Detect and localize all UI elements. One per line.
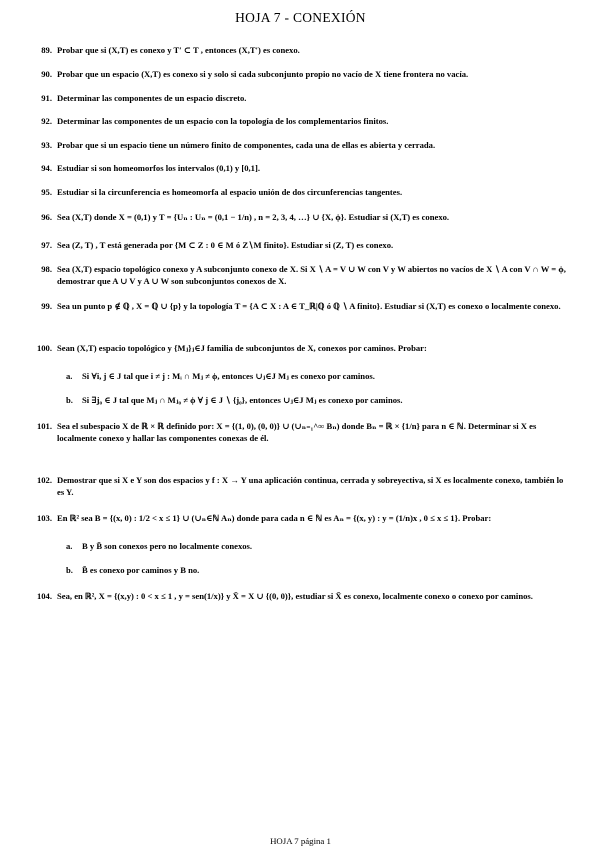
exercise-text: Probar que un espacio (X,T) es conexo si y solo si cada subconjunto propio no vacío de X tiene frontera no vacía. xyxy=(57,69,469,79)
page-title: HOJA 7 - CONEXIÓN xyxy=(235,10,366,25)
exercise-text: Probar que si (X,T) es conexo y T′ ⊂ T , entonces (X,T′) es conexo. xyxy=(57,45,300,55)
exercise-text: En ℝ² sea B = {(x, 0) : 1/2 < x ≤ 1} ∪ (∪ₙ∈ℕ Aₙ) donde para cada n ∈ ℕ es Aₙ = {(x, y) : y = (1/n)x , 0 ≤ x ≤ 1}. Probar: xyxy=(57,513,492,523)
exercise-number: 99. xyxy=(41,301,52,311)
part-label: a. xyxy=(66,541,73,551)
exercise-number: 103. xyxy=(36,513,52,523)
page-footer: HOJA 7 página 1 xyxy=(270,836,331,846)
exercise-number: 93. xyxy=(41,140,52,150)
exercise-number: 90. xyxy=(41,69,52,79)
part-label: b. xyxy=(66,565,73,575)
exercise-103-part-a xyxy=(66,541,566,553)
exercise-number: 94. xyxy=(41,163,52,173)
exercise-103-part-b xyxy=(66,565,566,577)
exercise-text: Demostrar que si X e Y son dos espacios y f : X → Y una aplicación continua, cerrada y sobreyectiva, si X es localmente conexo, también lo es Y. xyxy=(57,475,564,497)
exercise-text: Sea el subespacio X de ℝ × ℝ definido por: X = {(1, 0), (0, 0)} ∪ (∪ₙ₌₁^∞ Bₙ) donde Bₙ = ℝ × {1/n} para n ∈ ℕ. Determinar si X es localmente conexo y hallar las componentes conexas de él. xyxy=(57,421,537,443)
exercise-number: 104. xyxy=(36,591,52,601)
exercise-number: 100. xyxy=(36,343,52,353)
exercise-number: 92. xyxy=(41,116,52,126)
exercise-100-part-b xyxy=(66,395,566,407)
exercise-100-part-a xyxy=(66,371,566,383)
exercise-number: 102. xyxy=(36,475,52,485)
exercise-text: Probar que si un espacio tiene un número finito de componentes, cada una de ellas es abierta y cerrada. xyxy=(57,140,436,150)
part-label: b. xyxy=(66,395,73,405)
part-text: B̄ es conexo por caminos y B no. xyxy=(82,565,200,575)
exercise-text: Estudiar si son homeomorfos los intervalos (0,1) y [0,1]. xyxy=(57,163,260,173)
exercise-number: 96. xyxy=(41,212,52,222)
part-text: B y B̄ son conexos pero no localmente conexos. xyxy=(82,541,253,551)
exercise-text: Sea, en ℝ², X = {(x,y) : 0 < x ≤ 1 , y = sen(1/x)} y X̄ = X ∪ {(0, 0)}, estudiar si X̄ es conexo, localmente conexo o conexo por caminos. xyxy=(57,591,533,601)
exercise-number: 95. xyxy=(41,187,52,197)
exercise-text: Sean (X,T) espacio topológico y {Mⱼ}ⱼ∈J familia de subconjuntos de X, conexos por caminos. Probar: xyxy=(57,343,427,353)
exercise-number: 91. xyxy=(41,93,52,103)
exercise-text: Sea (X,T) espacio topológico conexo y A subconjunto conexo de X. Si X ∖ A = V ∪ W con V y W abiertos no vacíos de X ∖ A con V ∩ W = ϕ, demostrar que A ∪ V y A ∪ W son subconjuntos conexos de X. xyxy=(57,264,566,286)
exercise-number: 101. xyxy=(36,421,52,431)
part-label: a. xyxy=(66,371,73,381)
exercise-number: 89. xyxy=(41,45,52,55)
exercise-number: 97. xyxy=(41,240,52,250)
part-text: Si ∃j₀ ∈ J tal que Mⱼ ∩ Mⱼ₀ ≠ ϕ ∀ j ∈ J ∖ {j₀}, entonces ∪ⱼ∈J Mⱼ es conexo por caminos. xyxy=(82,395,403,405)
exercise-text: Sea (Z, T) , T está generada por {M ⊂ Z : 0 ∈ M ó Z∖M finito}. Estudiar si (Z, T) es conexo. xyxy=(57,240,394,250)
exercise-text: Determinar las componentes de un espacio discreto. xyxy=(57,93,247,103)
exercise-text: Sea (X,T) donde X = (0,1) y T = {Uₙ : Uₙ = (0,1 − 1/n) , n = 2, 3, 4, …} ∪ {X, ϕ}. Estudiar si (X,T) es conexo. xyxy=(57,212,450,222)
exercise-text: Estudiar si la circunferencia es homeomorfa al espacio unión de dos circunferencias tangentes. xyxy=(57,187,403,197)
part-text: Si ∀i, j ∈ J tal que i ≠ j : Mᵢ ∩ Mⱼ ≠ ϕ, entonces ∪ⱼ∈J Mⱼ es conexo por caminos. xyxy=(82,371,375,381)
exercise-text: Determinar las componentes de un espacio con la topología de los complementarios finitos. xyxy=(57,116,389,126)
exercise-text: Sea un punto p ∉ ℚ , X = ℚ ∪ {p} y la topología T = {A ⊂ X : A ∈ T_ℝ|ℚ ó ℚ ∖ A finito}. Estudiar si (X,T) es conexo o localmente conexo. xyxy=(57,301,561,311)
exercise-number: 98. xyxy=(41,264,52,274)
